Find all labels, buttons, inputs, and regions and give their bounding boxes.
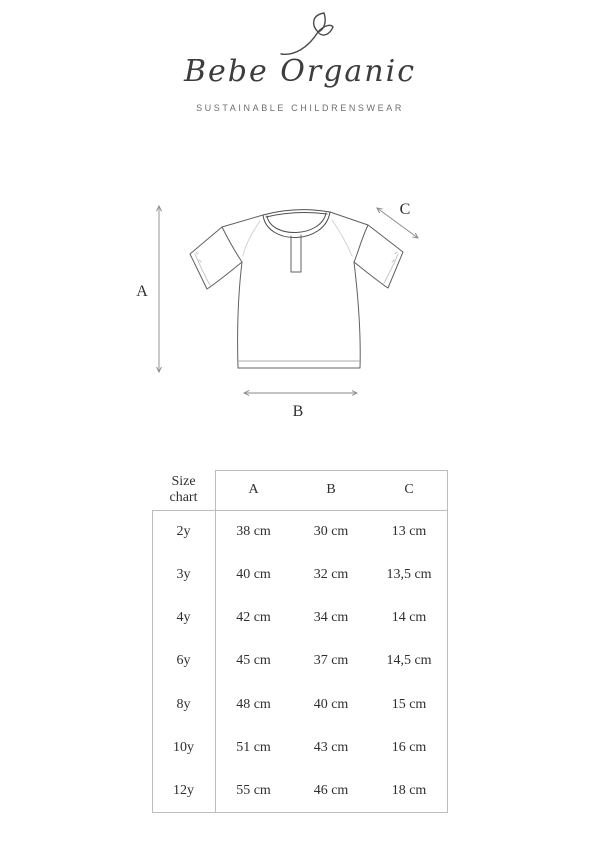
brand-tagline: SUSTAINABLE CHILDRENSWEAR xyxy=(196,103,404,113)
value-b: 37 cm xyxy=(313,653,349,669)
dimension-label-a: A xyxy=(136,283,148,300)
dimension-label-c: C xyxy=(399,201,411,218)
button-placket xyxy=(291,235,301,272)
value-a: 42 cm xyxy=(236,610,271,626)
table-border-top xyxy=(215,470,448,471)
value-c: 18 cm xyxy=(391,783,427,799)
value-a: 40 cm xyxy=(236,566,271,582)
table-column-separator xyxy=(215,470,216,813)
cuff-ribbing xyxy=(195,252,398,285)
value-a: 51 cm xyxy=(236,739,271,755)
value-b: 46 cm xyxy=(313,783,349,799)
shoulder-lines xyxy=(222,212,368,227)
collar xyxy=(263,210,330,238)
size-chart-title: Size chart xyxy=(169,473,198,505)
value-c: 14,5 cm xyxy=(386,653,432,669)
size-label: 6y xyxy=(176,653,191,669)
wrinkle-lines xyxy=(243,220,352,256)
size-label: 2y xyxy=(176,523,191,539)
size-label: 4y xyxy=(176,610,191,626)
size-label: 12y xyxy=(173,783,194,799)
value-c: 13 cm xyxy=(391,523,427,539)
table-border-bottom xyxy=(152,812,448,813)
value-c: 16 cm xyxy=(391,739,427,755)
table-border-right xyxy=(447,470,448,813)
value-b: 32 cm xyxy=(313,566,349,582)
value-b: 34 cm xyxy=(313,610,349,626)
size-chart-table xyxy=(152,470,448,813)
table-border-left xyxy=(152,510,153,813)
right-sleeve-seam xyxy=(354,225,368,262)
left-sleeve-seam xyxy=(222,227,242,262)
column-header-c: C xyxy=(404,481,414,497)
value-c: 14 cm xyxy=(391,610,427,626)
value-a: 38 cm xyxy=(236,523,271,539)
table-border-header-bottom xyxy=(152,510,448,511)
size-label: 8y xyxy=(176,696,191,712)
tshirt-drawing xyxy=(190,210,403,368)
brand-name: Bebe Organic xyxy=(183,54,417,89)
size-label: 3y xyxy=(176,566,191,582)
value-b: 43 cm xyxy=(313,739,349,755)
value-a: 48 cm xyxy=(236,696,271,712)
size-label: 10y xyxy=(173,739,194,755)
value-b: 40 cm xyxy=(313,696,349,712)
column-header-a: A xyxy=(248,481,259,497)
value-a: 45 cm xyxy=(236,653,271,669)
measurement-arrow-c xyxy=(377,208,418,238)
dimension-label-b: B xyxy=(292,403,304,420)
sprig-leaf-icon xyxy=(278,12,334,58)
value-c: 13,5 cm xyxy=(386,566,432,582)
tshirt-diagram xyxy=(0,190,600,435)
column-header-b: B xyxy=(326,481,336,497)
left-sleeve xyxy=(190,227,242,289)
value-a: 55 cm xyxy=(236,783,271,799)
body-outline xyxy=(238,262,361,368)
right-sleeve xyxy=(354,225,403,288)
value-c: 15 cm xyxy=(391,696,427,712)
value-b: 30 cm xyxy=(313,523,349,539)
